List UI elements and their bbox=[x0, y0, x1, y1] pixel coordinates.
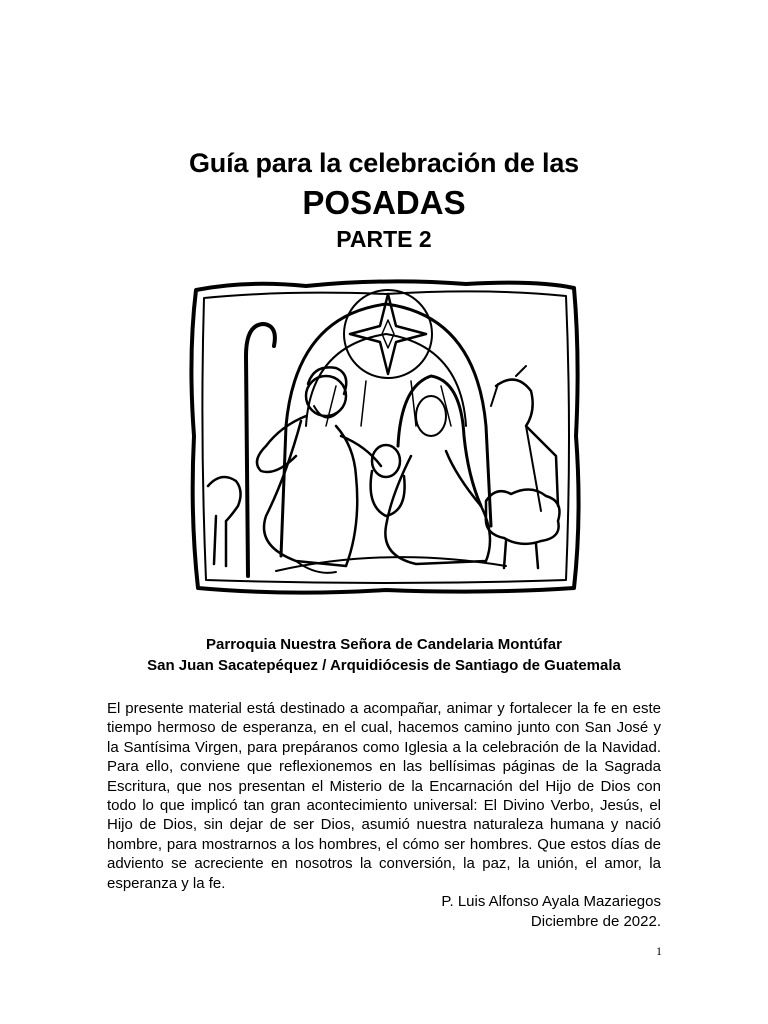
parish-location: San Juan Sacatepéquez / Arquidiócesis de Santiago de Guatemala bbox=[147, 657, 621, 674]
author-name: P. Luis Alfonso Ayala Mazariegos bbox=[441, 893, 661, 910]
title-line-1: Guía para la celebración de las bbox=[189, 148, 579, 178]
signature-date: Diciembre de 2022. bbox=[530, 913, 661, 930]
title-posadas: POSADAS bbox=[302, 184, 466, 221]
title-parte: PARTE 2 bbox=[336, 226, 432, 252]
nativity-scene-icon bbox=[186, 276, 584, 598]
page-number: 1 bbox=[656, 944, 662, 958]
intro-paragraph: El presente material está destinado a acompañar, animar y fortalecer la fe en este tiempo hermoso de esperanza, en el cual, hacemos camino junto con San José y la Santísima Virgen, para prepáranos como Iglesia a la celebración de la Navidad. Para ello, conviene que reflexionemos en las bellísimas páginas de la Sagrada Escritura, que nos presentan el Misterio de la Encarnación del Hijo de Dios con todo lo que implicó tan gran acontecimiento universal: El Divino Verbo, Jesús, el Hijo de Dios, sin dejar de ser Dios, asumió nuestra naturaleza humana y nació hombre, para mostrarnos a los hombres, el cómo ser hombres. Que estos días de adviento se acreciente en nosotros la conversión, la paz, la unión, el amor, la esperanza y la fe. bbox=[107, 700, 661, 892]
parish-name: Parroquia Nuestra Señora de Candelaria Montúfar bbox=[206, 636, 562, 653]
